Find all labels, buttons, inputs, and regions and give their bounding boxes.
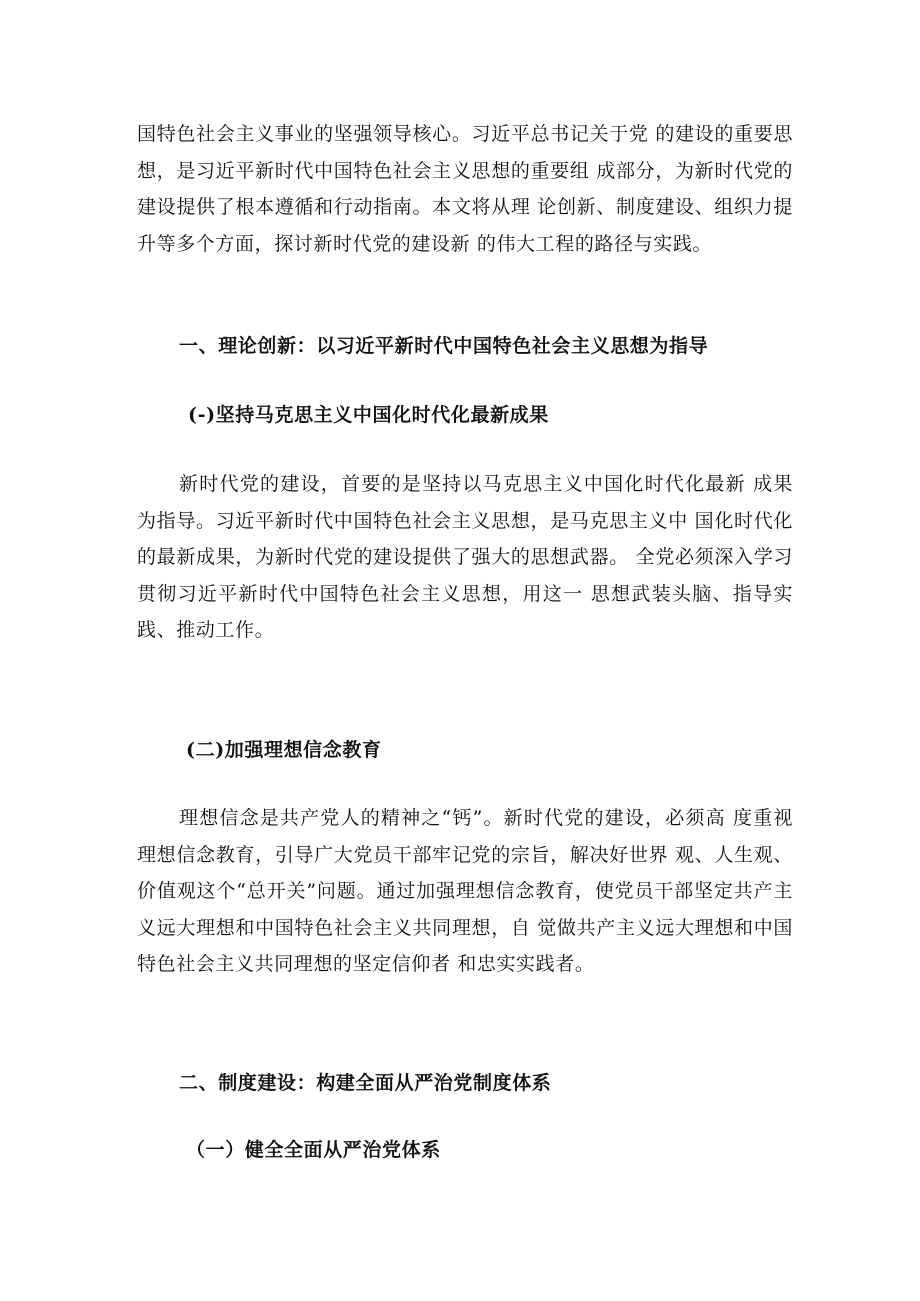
subsection-heading: （一）健全全面从严治党体系 <box>186 1139 441 1161</box>
section-heading: 二、制度建设：构建全面从严治党制度体系 <box>179 1072 552 1094</box>
body-paragraph: 新时代党的建设，首要的是坚持以马克思主义中国化时代化最新 成果为指导。习近平新时代中国特色社会主义思想，是马克思主义中 国化时代化的最新成果，为新时代党的建设提供了强大的思想武器。 全党必须深入学习贯彻习近平新时代中国特色社会主义思想，用这一 思想武装头脑、指导实践、推动工作。 <box>137 473 793 642</box>
section-heading: 一、理论创新：以习近平新时代中国特色社会主义思想为指导 <box>179 335 709 357</box>
body-paragraph: 理想信念是共产党人的精神之“钙”。新时代党的建设，必须高 度重视理想信念教育，引导广大党员干部牢记党的宗旨，解决好世界 观、人生观、价值观这个“总开关”问题。通过加强理想信念教育，使党员干部坚定共产主义远大理想和中国特色社会主义共同理想，自 觉做共产主义远大理想和中国特色社会主义共同理想的坚定信仰者 和忠实实践者。 <box>137 807 793 976</box>
subsection-heading: (-)坚持马克思主义中国化时代化最新成果 <box>188 404 549 426</box>
subsection-heading: (二)加强理想信念教育 <box>186 739 382 761</box>
body-paragraph: 国特色社会主义事业的坚强领导核心。习近平总书记关于党 的建设的重要思想，是习近平新时代中国特色社会主义思想的重要组 成部分，为新时代党的建设提供了根本遵循和行动指南。本文将从理 论创新、制度建设、组织力提升等多个方面，探讨新时代党的建设新 的伟大工程的路径与实践。 <box>137 123 793 255</box>
